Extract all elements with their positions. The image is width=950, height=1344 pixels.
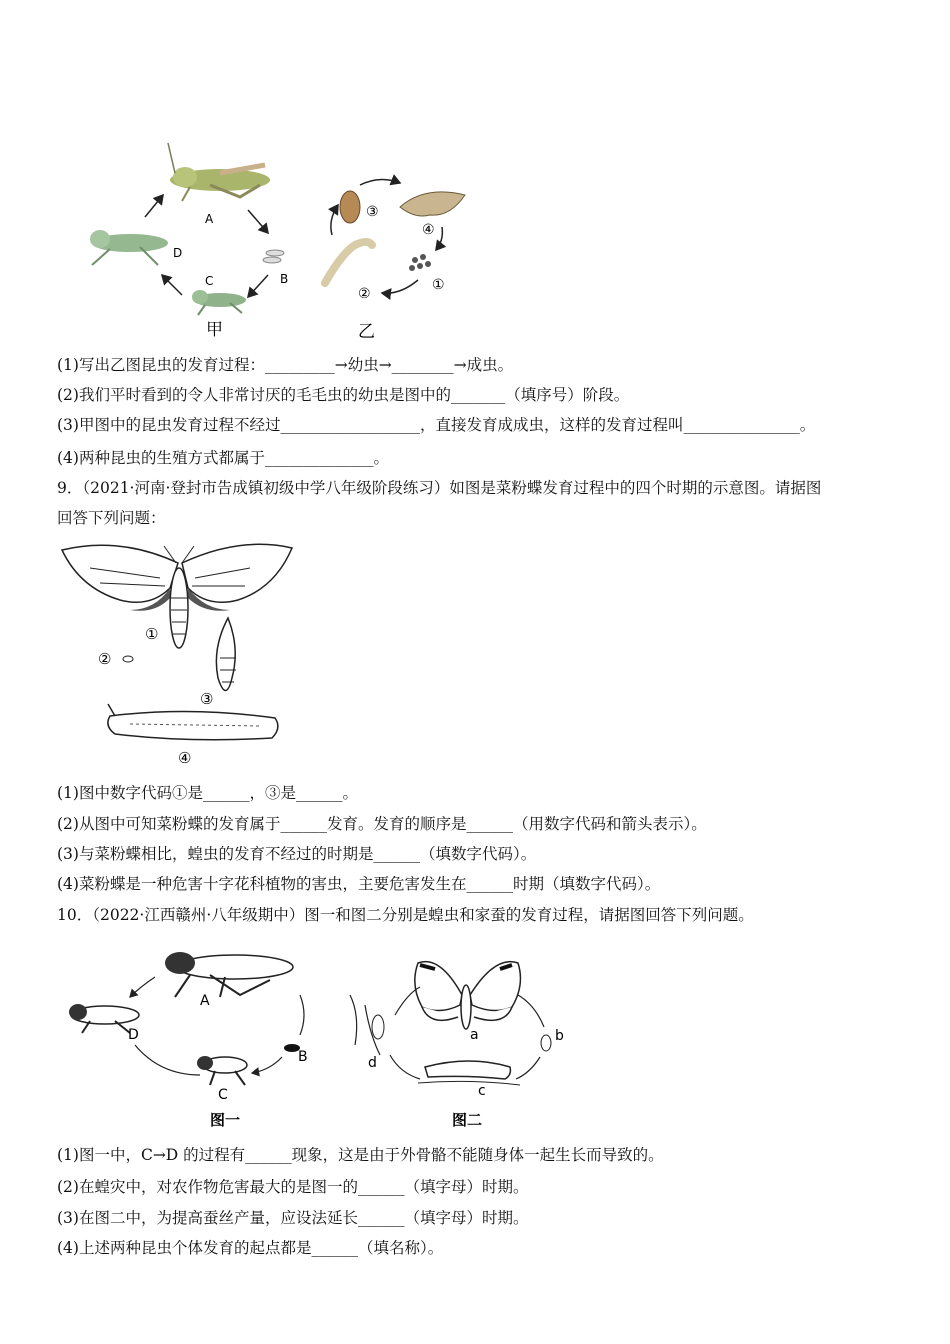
label-1: ①: [432, 277, 445, 293]
silkworm-pupa-3-image: [340, 191, 360, 223]
q10-part-2: (2)在蝗灾中，对农作物危害最大的是图一的______（填字母）时期。: [57, 1178, 529, 1196]
label-a: A: [205, 212, 214, 226]
label-3: ③: [366, 204, 379, 220]
label-c: C: [205, 274, 214, 288]
butterfly-egg-2-image: [123, 656, 133, 662]
silkworm-moth-a-image: [415, 962, 521, 1029]
q9-part-1: (1)图中数字代码①是______，③是______。: [57, 784, 358, 802]
label-b: B: [298, 1049, 308, 1065]
label-4: ④: [422, 222, 435, 238]
label-a: A: [200, 993, 210, 1009]
label-d: d: [368, 1055, 377, 1071]
silkworm-egg-b-image: [541, 1035, 551, 1051]
label-c: c: [478, 1083, 486, 1099]
label-2: ②: [98, 650, 112, 668]
grasshopper-nymph-c-image: [192, 290, 246, 315]
label-3: ③: [200, 690, 214, 708]
caption-jia: 甲: [206, 320, 223, 340]
silkworm-larva-c-image: [418, 1061, 520, 1085]
butterfly-adult-1-image: [62, 544, 292, 648]
grasshopper-adult-a-image: [168, 143, 270, 201]
silkworm-pupa-d-image: [350, 995, 384, 1055]
caption-fig2: 图二: [452, 1111, 483, 1129]
figure-jia-yi: [70, 135, 490, 345]
figure-1-grasshopper: [60, 935, 320, 1135]
label-1: ①: [145, 625, 159, 643]
figure-cabbage-butterfly: [60, 538, 300, 770]
q9-part-4: (4)菜粉蝶是一种危害十字花科植物的害虫，主要危害发生在______时期（填数字代码）。: [57, 875, 661, 893]
grasshopper-nymph-c-image: [197, 1056, 247, 1085]
q9-part-3: (3)与菜粉蝶相比，蝗虫的发育不经过的时期是______（填数字代码）。: [57, 845, 537, 863]
q10-part-1: (1)图一中，C→D 的过程有______现象，这是由于外骨骼不能随身体一起生长而导致的。: [57, 1146, 664, 1164]
q8-part-3: (3)甲图中的昆虫发育过程不经过__________________，直接发育成成虫，这样的发育过程叫_______________。: [57, 416, 816, 434]
q10-stem: 10．（2022·江西赣州·八年级期中）图一和图二分别是蝗虫和家蚕的发育过程，请据图回答下列问题。: [57, 906, 754, 924]
silkworm-eggs-1-image: [409, 254, 431, 271]
grasshopper-nymph-d-image: [90, 230, 168, 265]
label-b: b: [555, 1028, 564, 1044]
q9-stem-line1: 9．（2021·河南·登封市告成镇初级中学八年级阶段练习）如图是菜粉蝶发育过程中的四个时期的示意图。请据图: [57, 479, 822, 497]
grasshopper-egg-b-image: [263, 250, 284, 263]
q10-part-3: (3)在图二中，为提高蚕丝产量，应设法延长______（填字母）时期。: [57, 1209, 529, 1227]
label-d: D: [128, 1027, 139, 1043]
silkworm-larva-2-image: [325, 242, 372, 283]
label-a: a: [470, 1027, 479, 1043]
label-c: C: [218, 1087, 228, 1103]
butterfly-larva-4-image: [108, 704, 278, 740]
grasshopper-adult-a-image: [165, 952, 293, 997]
figure-2-silkworm: [340, 955, 580, 1135]
caption-yi: 乙: [358, 322, 375, 342]
label-2: ②: [358, 286, 371, 302]
q8-part-2: (2)我们平时看到的令人非常讨厌的毛毛虫的幼虫是图中的_______（填序号）阶段。: [57, 386, 630, 404]
q10-part-4: (4)上述两种昆虫个体发育的起点都是______（填名称）。: [57, 1239, 444, 1257]
label-4: ④: [178, 749, 192, 767]
label-b: B: [280, 272, 289, 286]
butterfly-pupa-3-image: [216, 618, 236, 691]
q9-stem-line2: 回答下列问题：: [57, 509, 166, 527]
q8-part-4: (4)两种昆虫的生殖方式都属于______________。: [57, 449, 389, 467]
q9-part-2: (2)从图中可知菜粉蝶的发育属于______发育。发育的顺序是______（用数字代码和箭头表示）。: [57, 815, 707, 833]
q8-part-1: (1)写出乙图昆虫的发育过程：_________→幼虫→________→成虫。: [57, 356, 514, 374]
label-d: D: [173, 246, 183, 260]
silkworm-moth-4-image: [400, 192, 465, 216]
caption-fig1: 图一: [210, 1111, 241, 1129]
